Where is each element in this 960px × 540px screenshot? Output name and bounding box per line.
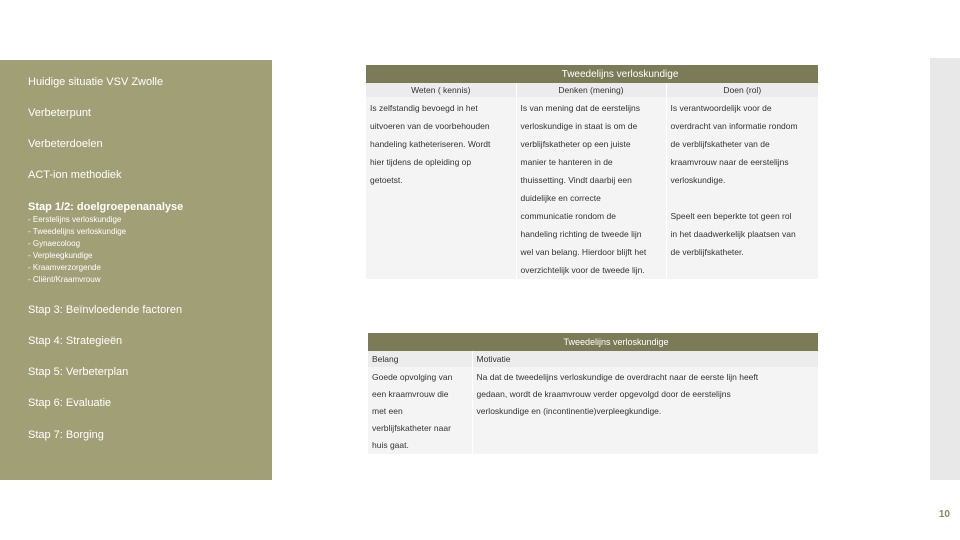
weten-denken-doen-table (366, 65, 818, 279)
cell-line: verblijfskatheter naar (372, 423, 451, 433)
cell-line: met een (372, 406, 403, 416)
cell-line: handeling katheteriseren. Wordt (370, 139, 491, 149)
nav-item-verbeterpunt[interactable]: Verbeterpunt (28, 107, 91, 119)
column-header: Doen (rol) (666, 83, 818, 97)
table-cell (516, 97, 666, 279)
nav-item-stap-4[interactable]: Stap 4: Strategieën (28, 335, 123, 347)
cell-line: verloskundige in staat is om de (520, 121, 638, 131)
table-title: Tweedelijns verloskundige (366, 65, 818, 83)
cell-line: manier te hanteren in de (520, 157, 613, 167)
column-header: Motivatie (472, 351, 818, 367)
page-number: 10 (938, 509, 950, 520)
cell-line: Is van mening dat de eerstelijns (520, 103, 641, 113)
cell-line: thuissetting. Vindt daarbij een (520, 175, 632, 185)
cell-line: de verblijfskatheter van de (670, 139, 770, 149)
table-cell (472, 367, 818, 454)
right-edge-bar (930, 58, 960, 480)
cell-line: overzichtelijk voor de tweede lijn. (520, 265, 645, 275)
doelgroepen-list (28, 214, 126, 286)
cell-line: Speelt een beperkte tot geen rol (670, 211, 792, 221)
column-header: Weten ( kennis) (366, 83, 516, 97)
cell-line: een kraamvrouw die (372, 389, 449, 399)
nav-item-verbeterdoelen[interactable]: Verbeterdoelen (28, 138, 103, 150)
cell-line: Na dat de tweedelijns verloskundige de overdracht naar de eerste lijn heeft (476, 372, 759, 382)
list-item: - Verpleegkundige (28, 251, 93, 260)
list-item: - Tweedelijns verloskundige (28, 227, 127, 236)
nav-item-stap-7[interactable]: Stap 7: Borging (28, 429, 104, 441)
cell-line: huis gaat. (372, 440, 409, 450)
column-header: Denken (mening) (516, 83, 666, 97)
cell-line: duidelijke en correcte (520, 193, 601, 203)
cell-line: Is verantwoordelijk voor de (670, 103, 772, 113)
nav-item-stap-6[interactable]: Stap 6: Evaluatie (28, 397, 112, 409)
list-item: - Eerstelijns verloskundige (28, 215, 122, 224)
cell-line: overdracht van informatie rondom (670, 121, 798, 131)
cell-line (671, 189, 815, 207)
cell-line: kraamvrouw naar de eerstelijns (670, 157, 789, 167)
cell-line: verloskundige. (670, 175, 726, 185)
list-item: - Cliënt/Kraamvrouw (28, 275, 101, 284)
cell-line: gedaan, wordt de kraamvrouw verder opgevolgd door de eerstelijns (476, 389, 731, 399)
nav-item-huidige-situatie[interactable]: Huidige situatie VSV Zwolle (28, 76, 164, 88)
cell-line: communicatie rondom de (520, 211, 616, 221)
cell-line: wel van belang. Hierdoor blijft het (520, 247, 647, 257)
cell-line: in het daadwerkelijk plaatsen van (670, 229, 796, 239)
table-cell (366, 97, 516, 279)
table-title: Tweedelijns verloskundige (368, 333, 818, 351)
cell-line: verloskundige en (incontinentie)verpleegkundige. (476, 406, 662, 416)
cell-line: de verblijfskatheter. (670, 247, 744, 257)
cell-line: uitvoeren van de voorbehouden (370, 121, 490, 131)
belang-motivatie-table (368, 333, 818, 454)
cell-line: Is zelfstandig bevoegd in het (370, 103, 478, 113)
nav-item-stap-5[interactable]: Stap 5: Verbeterplan (28, 366, 129, 378)
cell-line: Goede opvolging van (372, 372, 453, 382)
cell-line: handeling richting de tweede lijn (520, 229, 642, 239)
table-cell (666, 97, 818, 279)
nav-item-act-ion-methodiek[interactable]: ACT-ion methodiek (28, 169, 122, 181)
nav-item-stap-1-2[interactable]: Stap 1/2: doelgroepenanalyse (28, 201, 184, 213)
list-item: - Gynaecoloog (28, 239, 81, 248)
cell-line: verblijfskatheter op een juiste (520, 139, 631, 149)
cell-line: hier tijdens de opleiding op (370, 157, 472, 167)
column-header: Belang (368, 351, 472, 367)
nav-item-stap-3[interactable]: Stap 3: Beïnvloedende factoren (28, 304, 183, 316)
list-item: - Kraamverzorgende (28, 263, 101, 272)
table-cell (368, 367, 472, 454)
cell-line: getoetst. (370, 175, 403, 185)
